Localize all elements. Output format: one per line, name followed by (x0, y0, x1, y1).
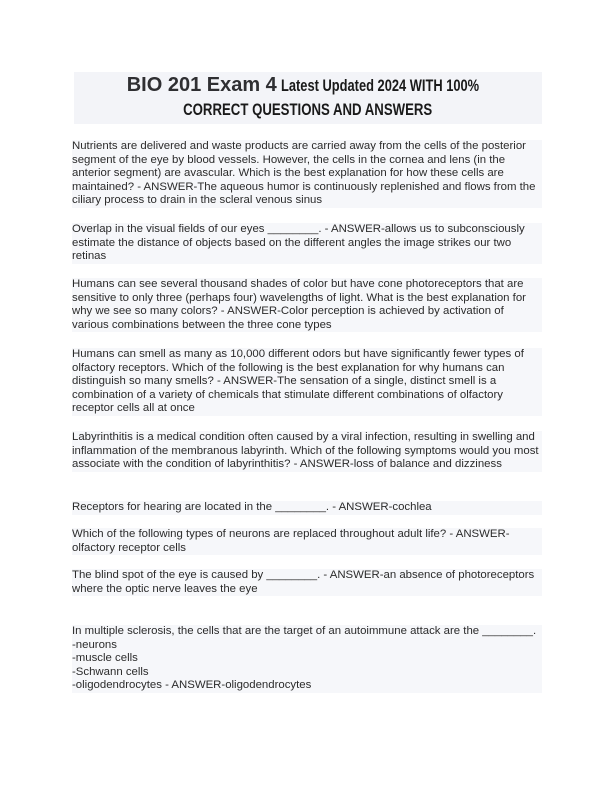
qa-item-6: Receptors for hearing are located in the ________. - ANSWER-cochlea (72, 501, 542, 515)
title-line-1 (74, 74, 542, 97)
qa-item-5: Labyrinthitis is a medical condition often caused by a viral infection, resulting in swelling and inflammation of the membranous labyrinth. Which of the following symptoms would you most associate with the condition of labyrinthitis? - ANSWER-loss of balance and dizziness (72, 431, 542, 472)
qa-item-2: Overlap in the visual fields of our eyes ________. - ANSWER-allows us to subconsciously estimate the distance of objects based on the different angles the image strikes our two retinas (72, 223, 542, 264)
title-line-2 (74, 101, 542, 120)
qa-item-7: Which of the following types of neurons are replaced throughout adult life? - ANSWER-olfactory receptor cells (72, 528, 542, 555)
qa-item-1: Nutrients are delivered and waste products are carried away from the cells of the posterior segment of the eye by blood vessels. However, the cells in the cornea and lens (in the anterior segment) are avascular. Which is the best explanation for how these cells are maintained? - ANSWER-The aqueous humor is continuously replenished and flows from the ciliary process to drain in the scleral venous sinus (72, 140, 542, 208)
qa-item-3: Humans can see several thousand shades of color but have cone photoreceptors that are sensitive to only three (perhaps four) wavelengths of light. What is the best explanation for why we see so many colors? - ANSWER-Color perception is achieved by activation of various combinations between the three cone types (72, 278, 542, 332)
title-main: BIO 201 Exam 4 (126, 74, 277, 96)
title-subtitle-1: Latest Updated 2024 WITH 100% (281, 77, 480, 95)
title-subtitle-2: CORRECT QUESTIONS AND ANSWERS (183, 101, 433, 119)
qa-item-8: The blind spot of the eye is caused by ________. - ANSWER-an absence of photoreceptors where the optic nerve leaves the eye (72, 569, 542, 596)
qa-item-9: In multiple sclerosis, the cells that are the target of an autoimmune attack are the ________. -neurons -muscle cells -Schwann cells -oligodendrocytes - ANSWER-oligodendrocytes (72, 625, 542, 693)
qa-item-4: Humans can smell as many as 10,000 different odors but have significantly fewer types of olfactory receptors. Which of the following is the best explanation for why humans can distinguish so many smells? - ANSWER-The sensation of a single, distinct smell is a combination of a variety of chemicals that stimulate different combinations of olfactory receptor cells all at once (72, 348, 542, 416)
document-title (74, 72, 542, 124)
